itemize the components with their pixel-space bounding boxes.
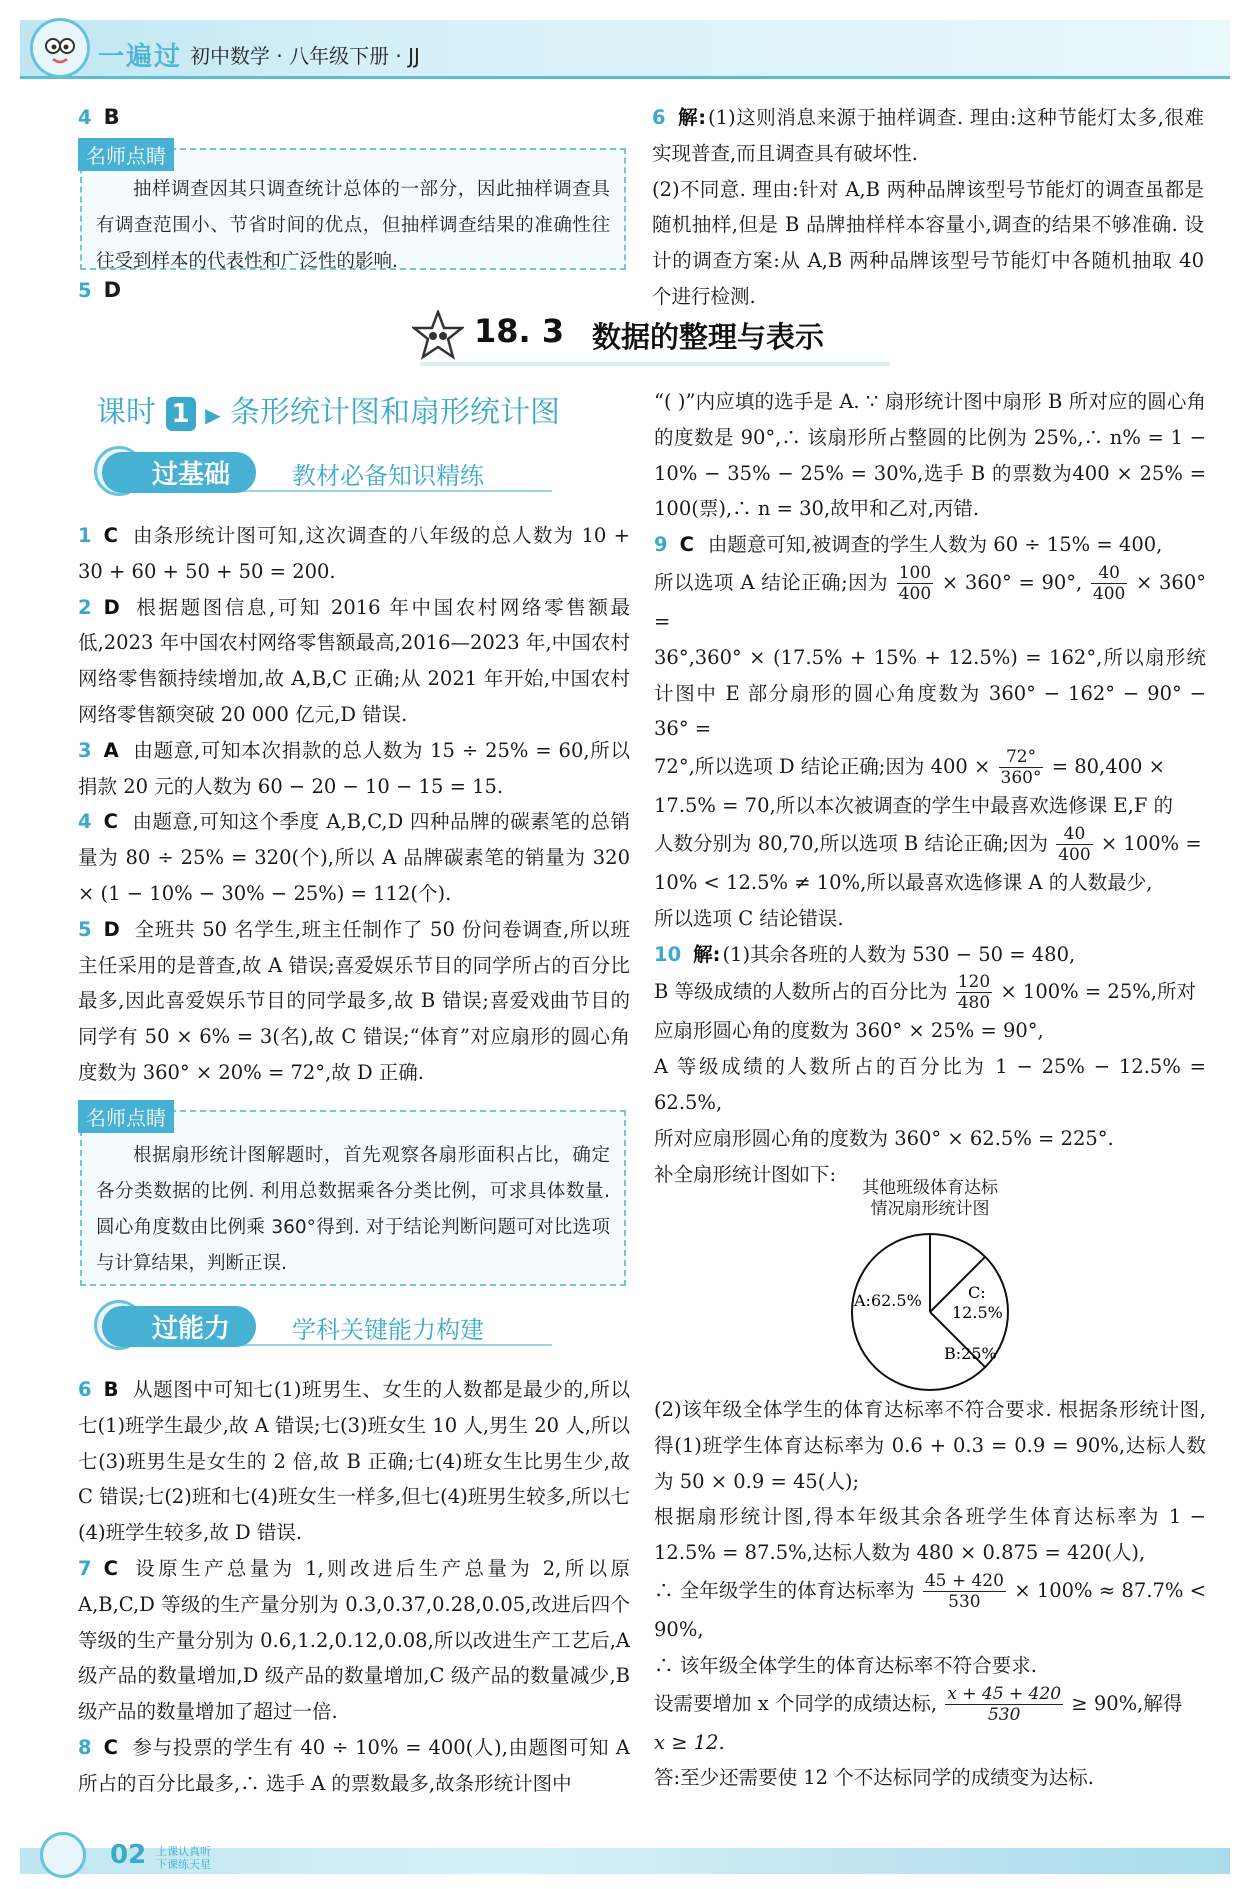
q8-continued: “( )”内应填的选手是 A. ∵ 扇形统计图中扇形 B 所对应的圆心角的度数是 90°,∴ 该扇形所占整圆的比例为 25%,∴ n% = 1 − 10% − 35% − 25% = 30%,选手 B 的票数为400 × 25% = 100(票),∴ n = 30,故甲和乙对,丙错.: [654, 390, 1206, 521]
q10-line3: 应扇形圆心角的度数为 360° × 25% = 90°,: [654, 1019, 1044, 1043]
q10-part2: (2)该年级全体学生的体育达标率不符合要求. 根据条形统计图,得(1)班学生体育达标率为 0.6 + 0.3 = 0.9 = 90%,达标人数为 50 × 0.9 = 45(人);: [654, 1398, 1206, 1493]
basic-banner: [92, 448, 552, 498]
item-8: 8 C 参与投票的学生有 40 ÷ 10% = 400(人),由题图可知 A 所占的百分比最多,∴ 选手 A 的票数最多,故条形统计图中: [78, 1735, 630, 1795]
header-rule: [20, 76, 1230, 79]
pie-label-a: A:62.5%: [854, 1291, 922, 1310]
q9-line1: 9 C 由题意可知,被调查的学生人数为 60 ÷ 15% = 400,: [654, 533, 1163, 557]
lesson-label: 课时: [96, 395, 156, 430]
mascot-icon: [30, 18, 90, 78]
q10-line4: A 等级成绩的人数所占的百分比为 1 − 25% − 12.5% = 62.5%,: [654, 1055, 1206, 1114]
pie-label-c: 12.5%: [952, 1303, 1003, 1322]
q9-line2: 所以选项 A 结论正确;因为 $\frac{100}{400}$ × 360° = 90°, $\frac{40}{400}$ × 360° =: [654, 562, 1206, 633]
left-q5: [78, 273, 121, 309]
lesson-title: [96, 387, 560, 431]
q10-line1: 10 解: (1)其余各班的人数为 530 − 50 = 480,: [654, 942, 1076, 966]
chart-title-line2: 情况扇形统计图: [870, 1199, 990, 1219]
basic-subtitle: 教材必备知识精练: [292, 462, 484, 490]
q10-line5: 所对应扇形圆心角的度数为 360° × 62.5% = 225°.: [654, 1126, 1114, 1150]
section-underline: [420, 362, 890, 366]
q10-line2: B 等级成绩的人数所占的百分比为 $\frac{120}{480}$ × 100% = 25%,所对: [654, 972, 1196, 1014]
q9-line7: 10% < 12.5% ≠ 10%,所以最喜欢选修课 A 的人数最少,: [654, 870, 1153, 894]
q10-part4: ∴ 全年级学生的体育达标率为 $\frac{45 + 420}{530}$ × 100% ≈ 87.7% < 90%,: [654, 1570, 1206, 1641]
tip-tag: 名师点睛: [78, 138, 174, 171]
footer-note: 上课认真听 下课练天星: [156, 1845, 211, 1871]
left-items-2: [78, 1372, 630, 1802]
q9-line6: 人数分别为 80,70,所以选项 B 结论正确;因为 $\frac{40}{400}$ × 100% =: [654, 823, 1202, 865]
q10-part5: ∴ 该年级全体学生的体育达标率不符合要求.: [654, 1653, 1037, 1677]
page-number: 02: [110, 1840, 147, 1870]
footer-mascot-icon: [40, 1832, 86, 1878]
question-number: 4: [78, 106, 92, 129]
question-number: 6: [652, 106, 666, 129]
arrow-icon: ▶: [205, 403, 221, 427]
chart-title-line1: 其他班级体育达标: [862, 1178, 998, 1198]
item-6: 6 B 从题图中可知七(1)班男生、女生的人数都是最少的,所以七(1)班学生最少,故 A 错误;七(3)班女生 10 人,男生 20 人,所以七(3)班男生是女生的 2 倍,故 B 正确;七(4)班女生比男生少,故 C 错误;七(2)班和七(4)班女生一样多,但七(4)班男生较多,所以七(4)班学生较多,故 D 错误.: [78, 1378, 630, 1545]
chart-title: [830, 1178, 1030, 1220]
question-number: 5: [78, 279, 92, 302]
item-1: 1 C 由条形统计图可知,这次调查的八年级的总人数为 10 + 30 + 60 + 50 + 50 = 200.: [78, 524, 630, 583]
item-7: 7 C 设原生产总量为 1,则改进后生产总量为 2,所以原 A,B,C,D 等级的生产量分别为 0.3,0.37,0.28,0.05,改进后四个等级的生产量分别为 0.6,1.2,0.12,0.08,所以改进生产工艺后,A 级产品的数量增加,D 级产品的数量增加,C 级产品的数量减少,B 级产品的数量增加了超过一倍.: [78, 1556, 630, 1724]
tip-text: 抽样调查因其只调查统计总体的一部分，因此抽样调查具有调查范围小、节省时间的优点，但抽样调查结果的准确性往往受到样本的代表性和广泛性的影响.: [96, 179, 610, 272]
q10-part8: 答:至少还需要使 12 个不达标同学的成绩变为达标.: [654, 1766, 1094, 1790]
left-items-1: [78, 518, 630, 1091]
tip-box-1: [80, 144, 626, 272]
pie-label-c-name: C:: [968, 1283, 986, 1302]
answer-letter: B: [103, 105, 120, 129]
q9-line8: 所以选项 C 结论错误.: [654, 906, 844, 930]
item-5: 5 D 全班共 50 名学生,班主任制作了 50 份问卷调查,所以班主任采用的是普查,故 A 错误;喜爱娱乐节目的同学所占的百分比最多,因此喜爱娱乐节目的同学最多,故 B 错误;喜爱戏曲节目的同学有 50 × 6% = 3(名),故 C 错误;“体育”对应扇形的圆心角度数为 360° × 20% = 72°,故 D 正确.: [78, 917, 630, 1084]
q9-line4: 72°,所以选项 D 结论正确;因为 400 × $\frac{72^\circ}{360^\circ}$ = 80,400 ×: [654, 747, 1165, 789]
lesson-name: 条形统计图和扇形统计图: [230, 395, 561, 430]
q6-part2: (2)不同意. 理由:针对 A,B 两种品牌该型号节能灯的调查虽都是随机抽样,但是 B 品牌抽样样本容量小,调查的结果不够准确. 设计的调查方案:从 A,B 两种品牌该型号节能灯中各随机抽取 40 个进行检测.: [652, 177, 1204, 308]
pie-chart: [840, 1222, 1020, 1402]
tip-text: 根据扇形统计图解题时，首先观察各扇形面积占比，确定各分类数据的比例. 利用总数据乘各分类比例，可求具体数量. 圆心角度数由比例乘 360°得到. 对于结论判断问题可对比选项与计算结果，判断正误.: [96, 1145, 610, 1274]
pie-label-b: B:25%: [944, 1344, 997, 1363]
right-items-2: [654, 1392, 1206, 1796]
q9-line5: 17.5% = 70,所以本次被调查的学生中最喜欢选修课 E,F 的: [654, 794, 1174, 818]
book-title: 初中数学 · 八年级下册 · JJ: [190, 44, 420, 68]
item-4: 4 C 由题意,可知这个季度 A,B,C,D 四种品牌的碳素笔的总销量为 80 ÷ 25% = 320(个),所以 A 品牌碳素笔的销量为 320 × (1 − 10% − 30% − 25%) = 112(个).: [78, 810, 630, 905]
tip-box-2: [80, 1106, 626, 1286]
basic-pill: 过基础: [102, 452, 256, 493]
section-title: 数据的整理与表示: [592, 320, 825, 354]
lesson-number: 1: [166, 397, 196, 431]
q9-line3: 36°,360° × (17.5% + 15% + 12.5%) = 162°,所以扇形统计图中 E 部分扇形的圆心角度数为 360° − 162° − 90° − 36° =: [654, 645, 1206, 741]
item-2: 2 D 根据题图信息,可知 2016 年中国农村网络零售额最低,2023 年中国农村网络零售额最高,2016—2023 年,中国农村网络零售额持续增加,故 A,B,C 正确;从 2021 年开始,中国农村网络零售额突破 20 000 亿元,D 错误.: [78, 595, 630, 726]
right-q6: [652, 100, 1204, 315]
solution-lead: 解:: [677, 106, 707, 129]
ability-pill: 过能力: [102, 1306, 256, 1347]
q10-line6: 补全扇形统计图如下:: [654, 1162, 837, 1186]
q6-part1: (1)这则消息来源于抽样调查. 理由:这种节能灯太多,很难实现普查,而且调查具有破坏性.: [652, 106, 1204, 165]
left-q4: [78, 100, 120, 136]
section-number: 18. 3: [474, 312, 565, 350]
q10-part7: x ≥ 12.: [654, 1730, 725, 1754]
q10-part6: 设需要增加 x 个同学的成绩达标, $\frac{x + 45 + 420}{530}$ ≥ 90%,解得: [654, 1683, 1183, 1725]
right-items: [654, 384, 1206, 1192]
item-3: 3 A 由题意,可知本次捐款的总人数为 15 ÷ 25% = 60,所以捐款 20 元的人数为 60 − 20 − 10 − 15 = 15.: [78, 738, 630, 798]
section-icon: [412, 310, 464, 362]
ability-subtitle: 学科关键能力构建: [292, 1316, 484, 1344]
q10-part3: 根据扇形统计图,得本年级其余各班学生体育达标率为 1 − 12.5% = 87.5%,达标人数为 480 × 0.875 = 420(人),: [654, 1505, 1206, 1565]
brand-logo: 一遍过: [98, 42, 183, 72]
answer-letter: D: [103, 278, 122, 302]
ability-banner: [92, 1302, 552, 1352]
tip-tag: 名师点睛: [78, 1100, 174, 1133]
